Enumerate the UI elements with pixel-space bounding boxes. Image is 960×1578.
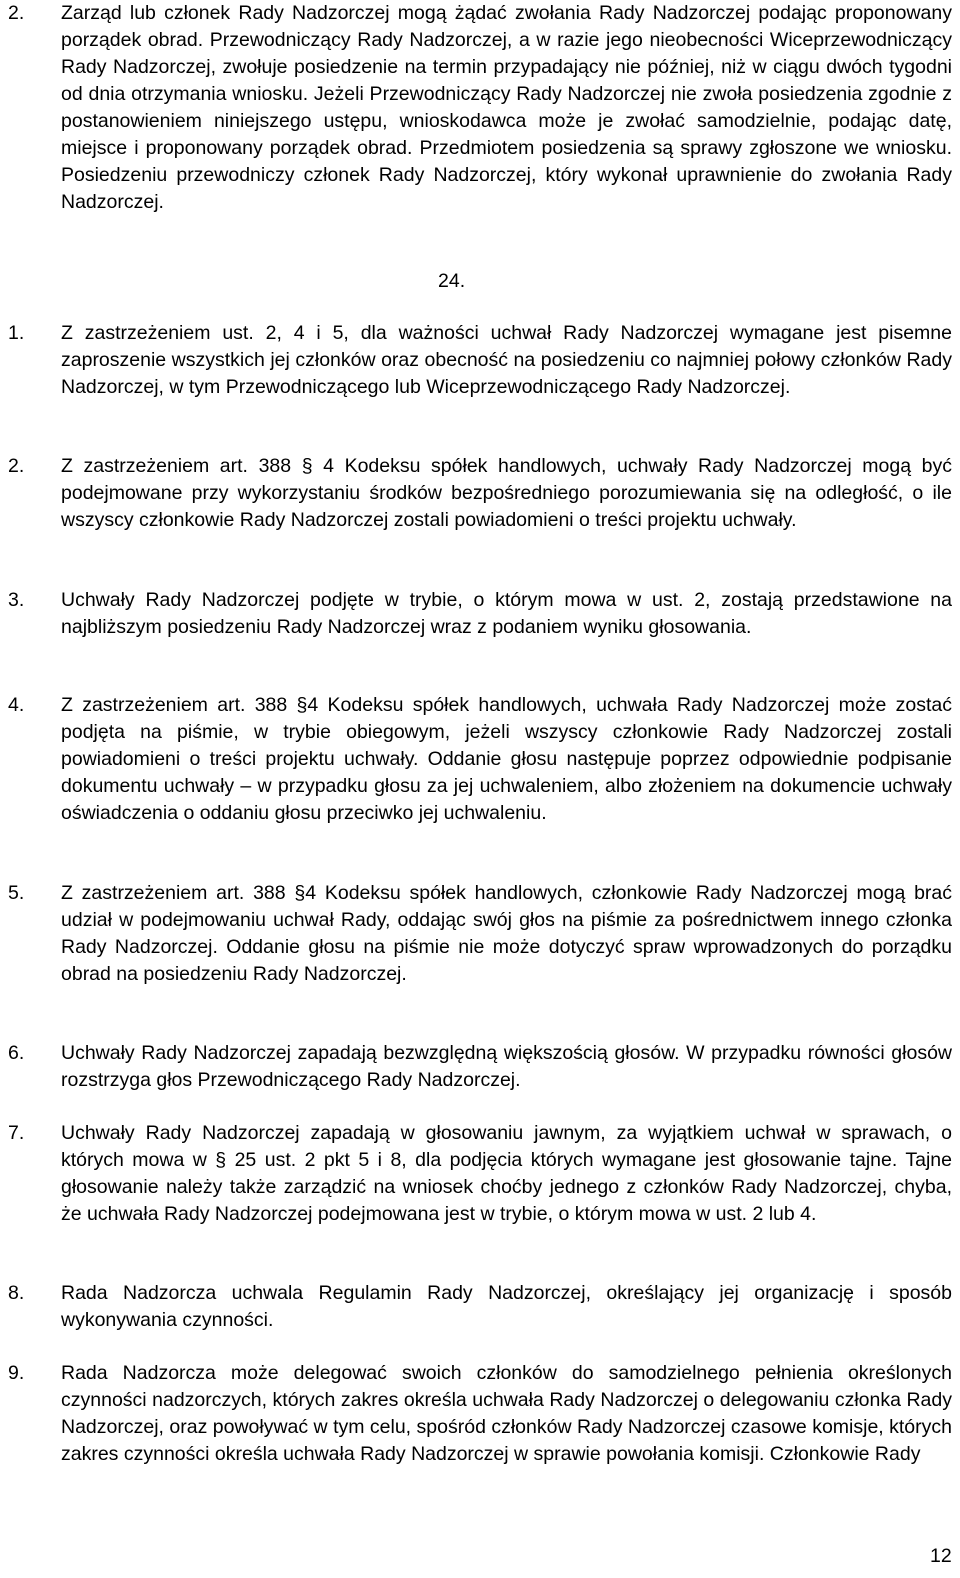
paragraph-9	[8, 1360, 952, 1468]
paragraph-number: 1.	[8, 322, 25, 344]
paragraph-text: Z zastrzeżeniem art. 388 §4 Kodeksu spółek handlowych, członkowie Rady Nadzorczej mogą brać udział w podejmowaniu uchwał Rady, oddając swój głos na piśmie za pośrednictwem innego członka Rady Nadzorczej. Oddanie głosu na piśmie nie może dotyczyć spraw wprowadzonych do porządku obrad na posiedzeniu Rady Nadzorczej.	[61, 882, 952, 985]
paragraph-number: 7.	[8, 1122, 25, 1144]
paragraph-text: Z zastrzeżeniem art. 388 § 4 Kodeksu spółek handlowych, uchwały Rady Nadzorczej mogą być podejmowane przy wykorzystaniu środków bezpośredniego porozumiewania się na odległość, o ile wszyscy członkowie Rady Nadzorczej zostali powiadomieni o treści projektu uchwały.	[61, 455, 952, 531]
paragraph-4	[8, 692, 952, 827]
paragraph-5	[8, 880, 952, 988]
paragraph-number: 4.	[8, 694, 25, 716]
paragraph-6	[8, 1040, 952, 1094]
paragraph-2-continuation	[8, 0, 952, 216]
paragraph-text: Zarząd lub członek Rady Nadzorczej mogą żądać zwołania Rady Nadzorczej podając proponowany porządek obrad. Przewodniczący Rady Nadzorczej, a w razie jego nieobecności Wiceprzewodniczący Rady Nadzorczej, zwołuje posiedzenie na termin przypadający nie później, niż w ciągu dwóch tygodni od dnia otrzymania wniosku. Jeżeli Przewodniczący Rady Nadzorczej nie zwoła posiedzenia zgodnie z postanowieniem niniejszego ustępu, wnioskodawca może je zwołać samodzielnie, podając datę, miejsce i proponowany porządek obrad. Przedmiotem posiedzenia są sprawy zgłoszone we wniosku. Posiedzeniu przewodniczy członek Rady Nadzorczej, który wykonał uprawnienie do zwołania Rady Nadzorczej.	[61, 2, 952, 213]
paragraph-text: Rada Nadzorcza uchwala Regulamin Rady Nadzorczej, określający jej organizację i sposób wykonywania czynności.	[61, 1282, 952, 1331]
paragraph-text: Z zastrzeżeniem ust. 2, 4 i 5, dla ważności uchwał Rady Nadzorczej wymagane jest pisemne zaproszenie wszystkich jej członków oraz obecność na posiedzeniu co najmniej połowy członków Rady Nadzorczej, w tym Przewodniczącego lub Wiceprzewodniczącego Rady Nadzorczej.	[61, 322, 952, 398]
paragraph-number: 8.	[8, 1282, 25, 1304]
section-heading: 24.	[438, 270, 466, 292]
paragraph-number: 2.	[8, 455, 25, 477]
paragraph-number: 3.	[8, 589, 25, 611]
paragraph-7	[8, 1120, 952, 1228]
paragraph-text: Rada Nadzorcza może delegować swoich członków do samodzielnego pełnienia określonych czynności nadzorczych, których zakres określa uchwała Rady Nadzorczej o delegowaniu członka Rady Nadzorczej, oraz powoływać w tym celu, spośród członków Rady Nadzorczej czasowe komisje, których zakres czynności określa uchwała Rady Nadzorczej w sprawie powołania komisji. Członkowie Rady	[61, 1362, 952, 1465]
paragraph-8	[8, 1280, 952, 1334]
paragraph-number: 6.	[8, 1042, 25, 1064]
paragraph-text: Z zastrzeżeniem art. 388 §4 Kodeksu spółek handlowych, uchwała Rady Nadzorczej może zostać podjęta na piśmie, w trybie obiegowym, jeżeli wszyscy członkowie Rady Nadzorczej zostali powiadomieni o treści projektu uchwały. Oddanie głosu następuje poprzez odpowiednie podpisanie dokumentu uchwały – w przypadku głosu za jej uchwaleniem, albo złożeniem na dokumencie uchwały oświadczenia o oddaniu głosu przeciwko jej uchwaleniu.	[61, 694, 952, 824]
page-number: 12	[930, 1545, 952, 1567]
paragraph-2	[8, 453, 952, 534]
paragraph-number: 9.	[8, 1362, 25, 1384]
paragraph-text: Uchwały Rady Nadzorczej zapadają w głosowaniu jawnym, za wyjątkiem uchwał w sprawach, o których mowa w § 25 ust. 2 pkt 5 i 8, dla podjęcia których wymagane jest głosowanie tajne. Tajne głosowanie należy także zarządzić na wniosek choćby jednego z członków Rady Nadzorczej, chyba, że uchwała Rady Nadzorczej podejmowana jest w trybie, o którym mowa w ust. 2 lub 4.	[61, 1122, 952, 1225]
paragraph-text: Uchwały Rady Nadzorczej zapadają bezwzględną większością głosów. W przypadku równości głosów rozstrzyga głos Przewodniczącego Rady Nadzorczej.	[61, 1042, 952, 1091]
paragraph-1	[8, 320, 952, 401]
paragraph-number: 5.	[8, 882, 25, 904]
paragraph-3	[8, 587, 952, 641]
paragraph-number: 2.	[8, 2, 25, 24]
paragraph-text: Uchwały Rady Nadzorczej podjęte w trybie, o którym mowa w ust. 2, zostają przedstawione na najbliższym posiedzeniu Rady Nadzorczej wraz z podaniem wyniku głosowania.	[61, 589, 952, 638]
